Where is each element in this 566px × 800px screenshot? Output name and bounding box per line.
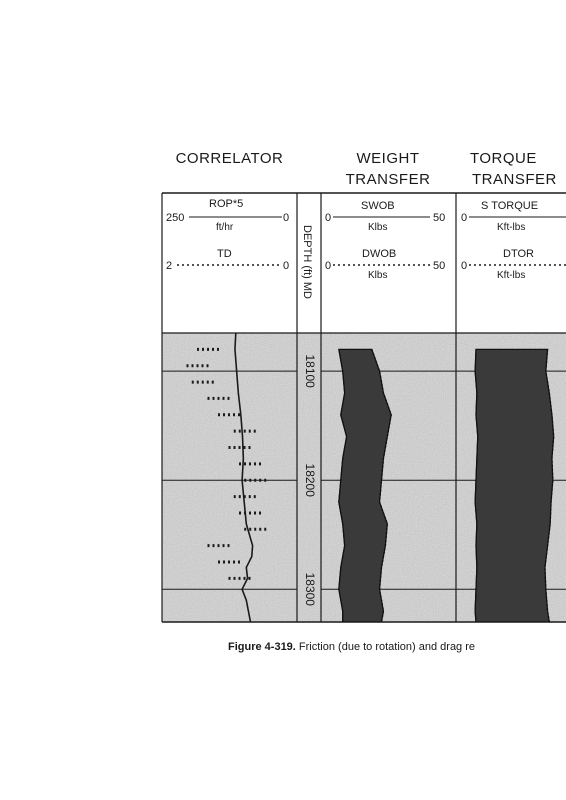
figure-caption-text: Friction (due to rotation) and drag re	[298, 641, 476, 653]
rop-left-value: 250	[166, 212, 185, 224]
swob-label: SWOB	[361, 200, 395, 212]
dwob-unit: Klbs	[368, 270, 388, 281]
torque-fill-band	[475, 349, 554, 622]
depth-tick-18100: 18100	[303, 354, 317, 388]
td-label: TD	[217, 248, 232, 260]
dwob-label: DWOB	[362, 248, 397, 260]
figure-caption	[228, 641, 475, 653]
weight-title-line2: TRANSFER	[345, 171, 431, 188]
stor-left-value: 0	[461, 212, 468, 224]
rop-unit: ft/hr	[216, 222, 234, 233]
dwob-left-value: 0	[325, 260, 332, 272]
torque-title-line2: TRANSFER	[472, 171, 557, 188]
dwob-right-value: 50	[433, 260, 446, 272]
rop-right-value: 0	[283, 212, 290, 224]
swob-unit: Klbs	[368, 222, 388, 233]
stor-label: S TORQUE	[481, 200, 539, 212]
dtor-unit: Kft-lbs	[497, 270, 526, 281]
weight-title-line1: WEIGHT	[356, 150, 420, 167]
dtor-label: DTOR	[503, 248, 534, 260]
figure-number: Figure 4-319.	[228, 641, 296, 653]
correlator-title: CORRELATOR	[175, 150, 284, 167]
swob-left-value: 0	[325, 212, 332, 224]
swob-right-value: 50	[433, 212, 446, 224]
depth-tick-18300: 18300	[303, 572, 317, 606]
dtor-left-value: 0	[461, 260, 468, 272]
td-right-value: 0	[283, 260, 290, 272]
td-left-value: 2	[166, 260, 173, 272]
torque-title-line1: TORQUE	[470, 150, 537, 167]
rop-label: ROP*5	[209, 198, 244, 210]
depth-axis-label: DEPTH (ft) MD	[301, 225, 313, 299]
stor-unit: Kft-lbs	[497, 222, 526, 233]
depth-tick-18200: 18200	[303, 463, 317, 497]
